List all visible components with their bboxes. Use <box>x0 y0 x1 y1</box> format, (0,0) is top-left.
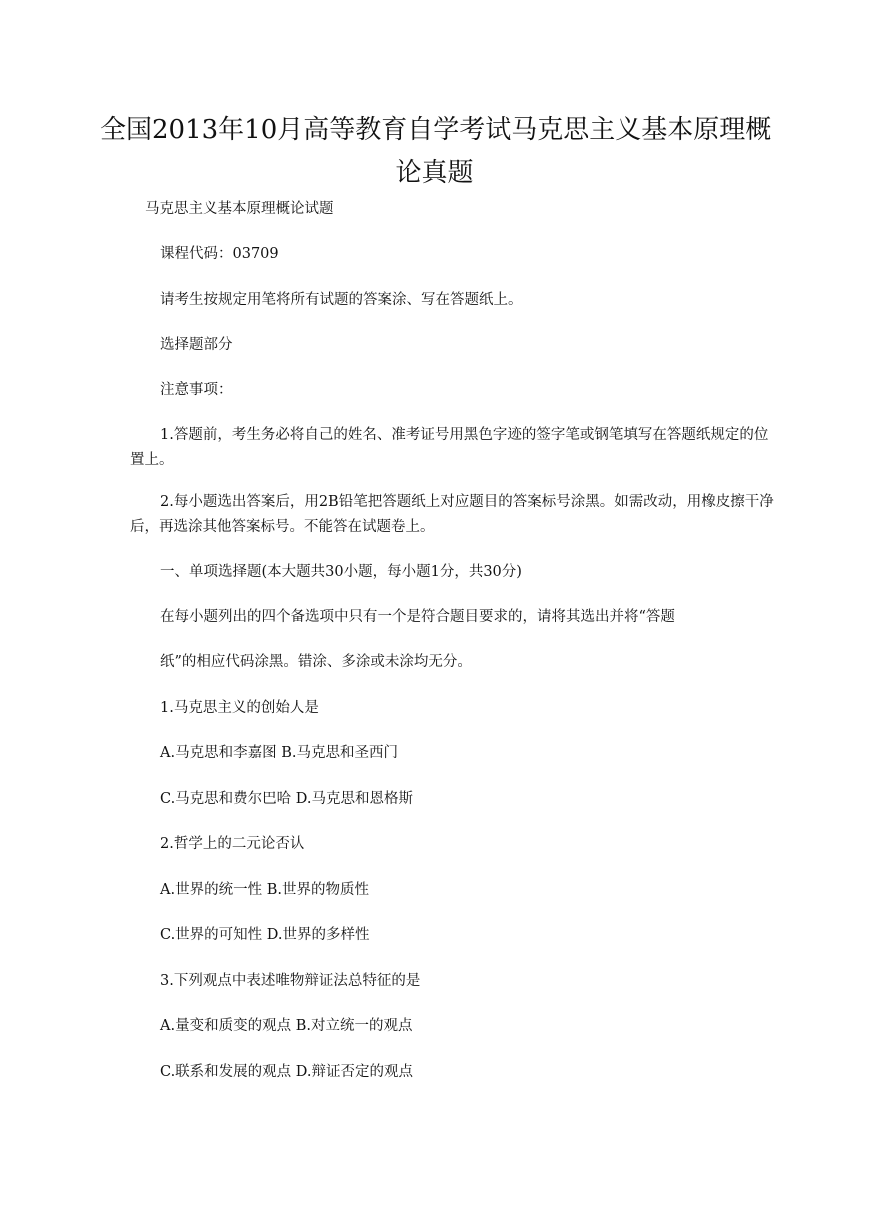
question-1-options-cd: C.马克思和费尔巴哈 D.马克思和恩格斯 <box>160 791 414 807</box>
question-3-options-ab: A.量变和质变的观点 B.对立统一的观点 <box>160 1018 413 1034</box>
notes-label: 注意事项： <box>160 382 233 398</box>
page-title-line-2: 论真题 <box>395 158 474 188</box>
exam-subtitle: 马克思主义基本原理概论试题 <box>145 201 334 217</box>
part-instruction-line-1: 在每小题列出的四个备选项中只有一个是符合题目要求的，请将其选出并将“答题 <box>160 609 675 625</box>
answer-instruction: 请考生按规定用笔将所有试题的答案涂、写在答题纸上。 <box>160 292 523 308</box>
course-code: 课程代码：03709 <box>160 246 279 262</box>
part-heading: 一、单项选择题(本大题共30小题，每小题1分，共30分) <box>160 564 522 580</box>
question-2-options-ab: A.世界的统一性 B.世界的物质性 <box>160 882 369 898</box>
part-instruction-line-2: 纸”的相应代码涂黑。错涂、多涂或未涂均无分。 <box>160 654 472 670</box>
section-label: 选择题部分 <box>160 337 233 353</box>
question-2-stem: 2.哲学上的二元论否认 <box>160 836 305 852</box>
note-1: 1.答题前，考生务必将自己的姓名、准考证号用黑色字迹的签字笔或钢笔填写在答题纸规定的位置上。 <box>130 427 769 468</box>
question-3-stem: 3.下列观点中表述唯物辩证法总特征的是 <box>160 973 421 989</box>
question-3-options-cd: C.联系和发展的观点 D.辩证否定的观点 <box>160 1064 414 1080</box>
note-2: 2.每小题选出答案后，用2B铅笔把答题纸上对应题目的答案标号涂黑。如需改动，用橡皮擦干净后，再选涂其他答案标号。不能答在试题卷上。 <box>130 494 774 535</box>
question-1-options-ab: A.马克思和李嘉图 B.马克思和圣西门 <box>160 745 398 761</box>
page-title-line-1: 全国2013年10月高等教育自学考试马克思主义基本原理概 <box>100 115 772 145</box>
question-2-options-cd: C.世界的可知性 D.世界的多样性 <box>160 927 370 943</box>
question-1-stem: 1.马克思主义的创始人是 <box>160 700 319 716</box>
